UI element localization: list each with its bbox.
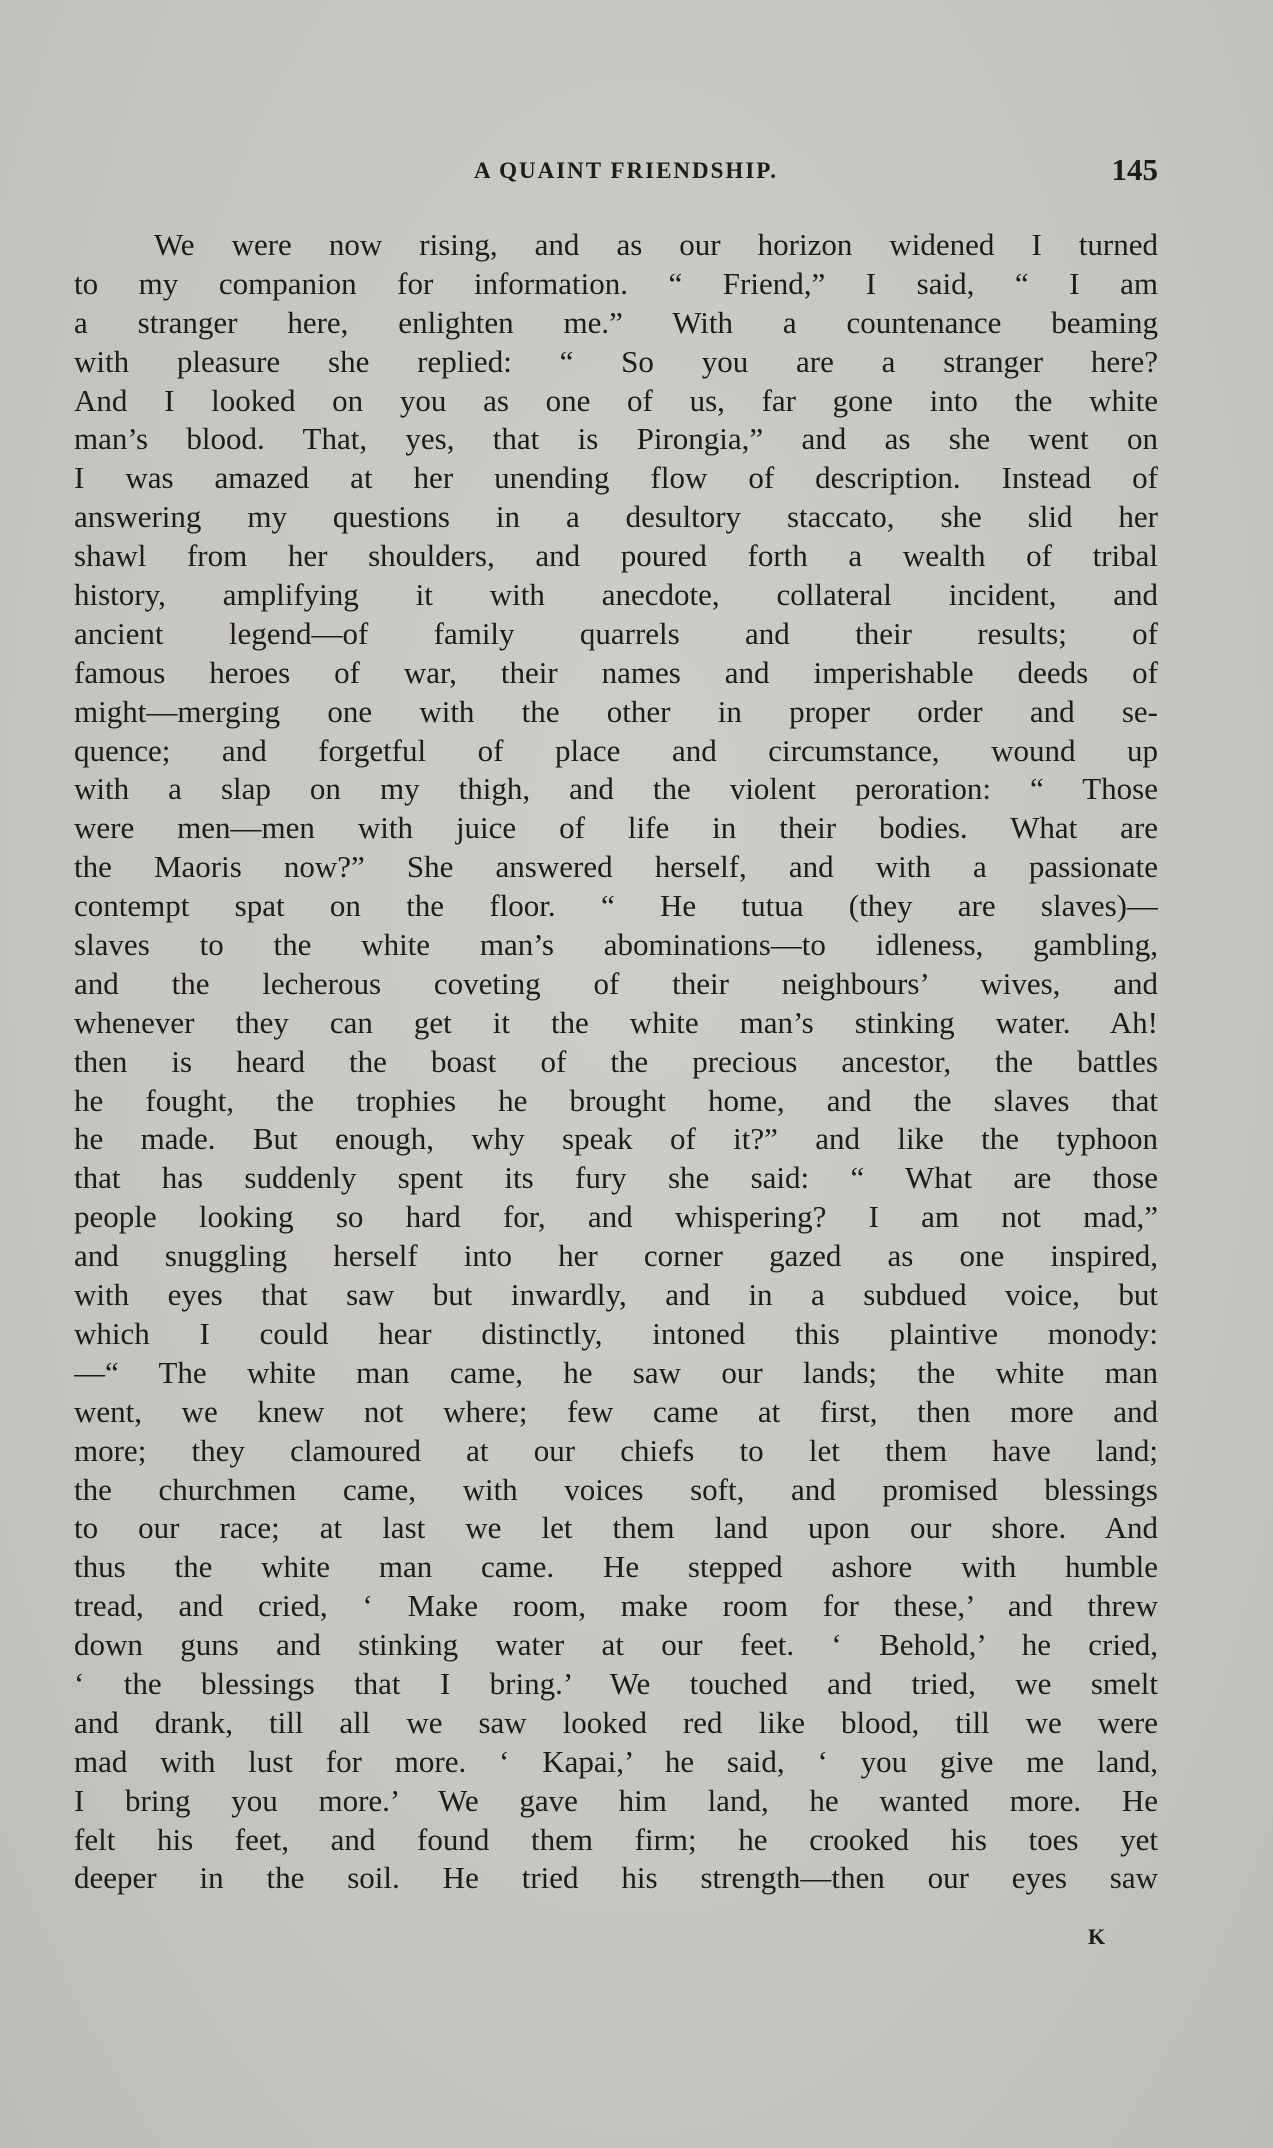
text-line: which I could hear distinctly, intoned this plaintive monody: xyxy=(74,1315,1158,1351)
text-line: ancient legend—of family quarrels and their results; of xyxy=(74,615,1158,651)
text-line: then is heard the boast of the precious ancestor, the battles xyxy=(74,1043,1158,1079)
text-line: with pleasure she replied: “ So you are a stranger here? xyxy=(74,343,1158,379)
text-line: with eyes that saw but inwardly, and in a subdued voice, but xyxy=(74,1277,1158,1313)
text-line: mad with lust for more. ‘ Kapai,’ he said, ‘ you give me land, xyxy=(74,1743,1158,1779)
page-number: 145 xyxy=(1111,152,1158,187)
text-line: shawl from her shoulders, and poured forth a wealth of tribal xyxy=(74,538,1158,574)
text-line: to my companion for information. “ Friend,” I said, “ I am xyxy=(74,265,1158,301)
text-line: history, amplifying it with anecdote, collateral incident, and xyxy=(74,577,1158,613)
text-line: he made. But enough, why speak of it?” and like the typhoon xyxy=(74,1121,1158,1157)
text-line: he fought, the trophies he brought home, and the slaves that xyxy=(74,1082,1158,1118)
text-line: We were now rising, and as our horizon widened I turned xyxy=(154,227,1158,262)
text-line: I was amazed at her unending flow of description. Instead of xyxy=(74,460,1158,496)
text-line: whenever they can get it the white man’s stinking water. Ah! xyxy=(74,1004,1158,1040)
text-line: and drank, till all we saw looked red like blood, till we were xyxy=(74,1704,1158,1740)
text-line: more; they clamoured at our chiefs to let them have land; xyxy=(74,1432,1158,1468)
text-line: tread, and cried, ‘ Make room, make room for these,’ and threw xyxy=(74,1588,1158,1624)
text-line: and the lecherous coveting of their neighbours’ wives, and xyxy=(74,965,1158,1001)
text-line: might—merging one with the other in proper order and se- xyxy=(74,693,1158,729)
text-line: were men—men with juice of life in their bodies. What are xyxy=(74,810,1158,846)
text-line: And I looked on you as one of us, far gone into the white xyxy=(74,382,1158,418)
body-text xyxy=(74,226,1158,1898)
text-line: deeper in the soil. He tried his strength—then our eyes saw xyxy=(74,1860,1158,1896)
text-line: thus the white man came. He stepped ashore with humble xyxy=(74,1549,1158,1585)
text-line: with a slap on my thigh, and the violent peroration: “ Those xyxy=(74,771,1158,807)
text-line: —“ The white man came, he saw our lands; the white man xyxy=(74,1354,1158,1390)
text-line: a stranger here, enlighten me.” With a countenance beaming xyxy=(74,304,1158,340)
text-line: contempt spat on the floor. “ He tutua (they are slaves)— xyxy=(74,888,1158,924)
running-title: A QUAINT FRIENDSHIP. xyxy=(474,158,778,183)
text-line: down guns and stinking water at our feet. ‘ Behold,’ he cried, xyxy=(74,1627,1158,1663)
text-line: and snuggling herself into her corner gazed as one inspired, xyxy=(74,1238,1158,1274)
text-line: felt his feet, and found them firm; he crooked his toes yet xyxy=(74,1821,1158,1857)
text-line: quence; and forgetful of place and circumstance, wound up xyxy=(74,732,1158,768)
text-line: went, we knew not where; few came at first, then more and xyxy=(74,1393,1158,1429)
text-line: man’s blood. That, yes, that is Pirongia,” and as she went on xyxy=(74,421,1158,457)
text-line: ‘ the blessings that I bring.’ We touched and tried, we smelt xyxy=(74,1665,1158,1701)
text-line: slaves to the white man’s abominations—to idleness, gambling, xyxy=(74,927,1158,963)
text-line: that has suddenly spent its fury she said: “ What are those xyxy=(74,1160,1158,1196)
text-line: to our race; at last we let them land upon our shore. And xyxy=(74,1510,1158,1546)
text-line: the churchmen came, with voices soft, and promised blessings xyxy=(74,1471,1158,1507)
signature-mark: K xyxy=(1088,1924,1106,1949)
text-line: I bring you more.’ We gave him land, he wanted more. He xyxy=(74,1782,1158,1818)
page-header xyxy=(74,152,1158,192)
text-line: answering my questions in a desultory staccato, she slid her xyxy=(74,499,1158,535)
text-line: famous heroes of war, their names and imperishable deeds of xyxy=(74,654,1158,690)
text-line: people looking so hard for, and whispering? I am not mad,” xyxy=(74,1199,1158,1235)
text-line: the Maoris now?” She answered herself, and with a passionate xyxy=(74,849,1158,885)
